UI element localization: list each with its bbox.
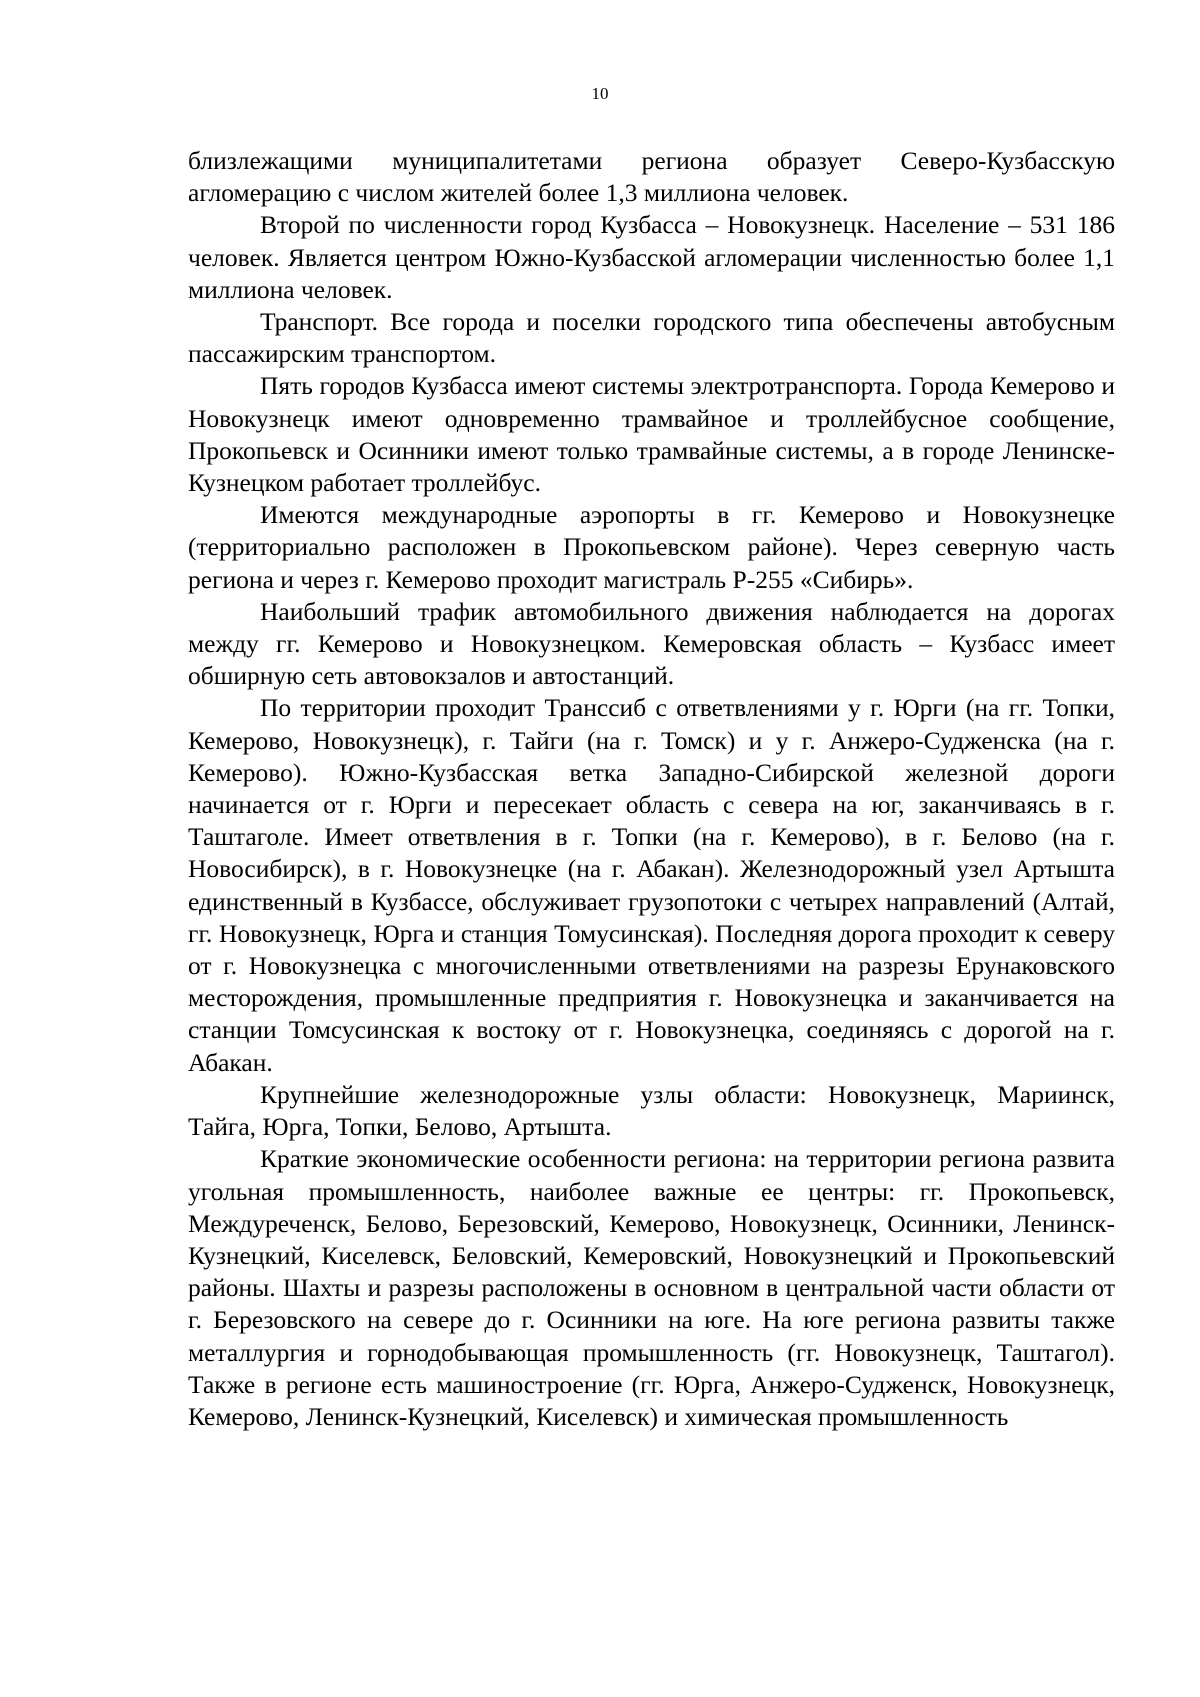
paragraph-road-traffic: Наибольший трафик автомобильного движения наблюдается на дорогах между гг. Кемерово и Новокузнецком. Кемеровская область – Кузбасс имеет обширную сеть автовокзалов и автостанций. [188, 596, 1115, 691]
paragraph-transport: Транспорт. Все города и поселки городского типа обеспечены автобусным пассажирским транспортом. [188, 307, 1115, 369]
paragraph-railways: По территории проходит Транссиб с ответвлениями у г. Юрги (на гг. Топки, Кемерово, Новокузнецк), г. Тайги (на г. Томск) и у г. Анжеро-Судженска (на г. Кемерово). Южно-Кузбасская ветка Западно-Сибирской железной дороги начинается от г. Юрги и пересекает область с севера на юг, заканчиваясь в г. Таштаголе. Имеет ответвления в г. Топки (на г. Кемерово), в г. Белово (на г. Новосибирск), в г. Новокузнецке (на г. Абакан). Железнодорожный узел Артышта единственный в Кузбассе, обслуживает грузопотоки с четырех направлений (Алтай, гг. Новокузнецк, Юрга и станция Томусинская). Последняя дорога проходит к северу от г. Новокузнецка с многочисленными ответвлениями на разрезы Ерунаковского месторождения, промышленные предприятия г. Новокузнецка и заканчивается на станции Томсусинская к востоку от г. Новокузнецка, соединяясь с дорогой на г. Абакан. [188, 693, 1115, 1077]
page-number: 10 [591, 84, 609, 103]
paragraph-continued: близлежащими муниципалитетами региона образует Северо-Кузбасскую агломерацию с числом жителей более 1,3 миллиона человек. [188, 146, 1115, 208]
paragraph-airports: Имеются международные аэропорты в гг. Кемерово и Новокузнецке (территориально расположен в Прокопьевском районе). Через северную часть региона и через г. Кемерово проходит магистраль Р-255 «Сибирь». [188, 500, 1115, 594]
paragraph-electric-transport: Пять городов Кузбасса имеют системы электротранспорта. Города Кемерово и Новокузнецк имеют одновременно трамвайное и троллейбусное сообщение, Прокопьевск и Осинники имеют только трамвайные системы, а в городе Ленинске-Кузнецком работает троллейбус. [188, 371, 1115, 498]
paragraph-novokuznetsk-population: Второй по численности город Кузбасса – Новокузнецк. Население – 531 186 человек. Является центром Южно-Кузбасской агломерации численностью более 1,1 миллиона человек. [188, 210, 1115, 304]
paragraph-railway-hubs: Крупнейшие железнодорожные узлы области: Новокузнецк, Мариинск, Тайга, Юрга, Топки, Белово, Артышта. [188, 1079, 1115, 1142]
document-body [188, 145, 1115, 1433]
paragraph-economy: Краткие экономические особенности региона: на территории региона развита угольная промышленность, наиболее важные ее центры: гг. Прокопьевск, Междуреченск, Белово, Березовский, Кемерово, Новокузнецк, Осинники, Ленинск-Кузнецкий, Киселевск, Беловский, Кемеровский, Новокузнецкий и Прокопьевский районы. Шахты и разрезы расположены в основном в центральной части области от г. Березовского на севере до г. Осинники на юге. На юге региона развиты также металлургия и горнодобывающая промышленность (гг. Новокузнецк, Таштагол). Также в регионе есть машиностроение (гг. Юрга, Анжеро-Судженск, Новокузнецк, Кемерово, Ленинск-Кузнецкий, Киселевск) и химическая промышленность [188, 1144, 1115, 1431]
